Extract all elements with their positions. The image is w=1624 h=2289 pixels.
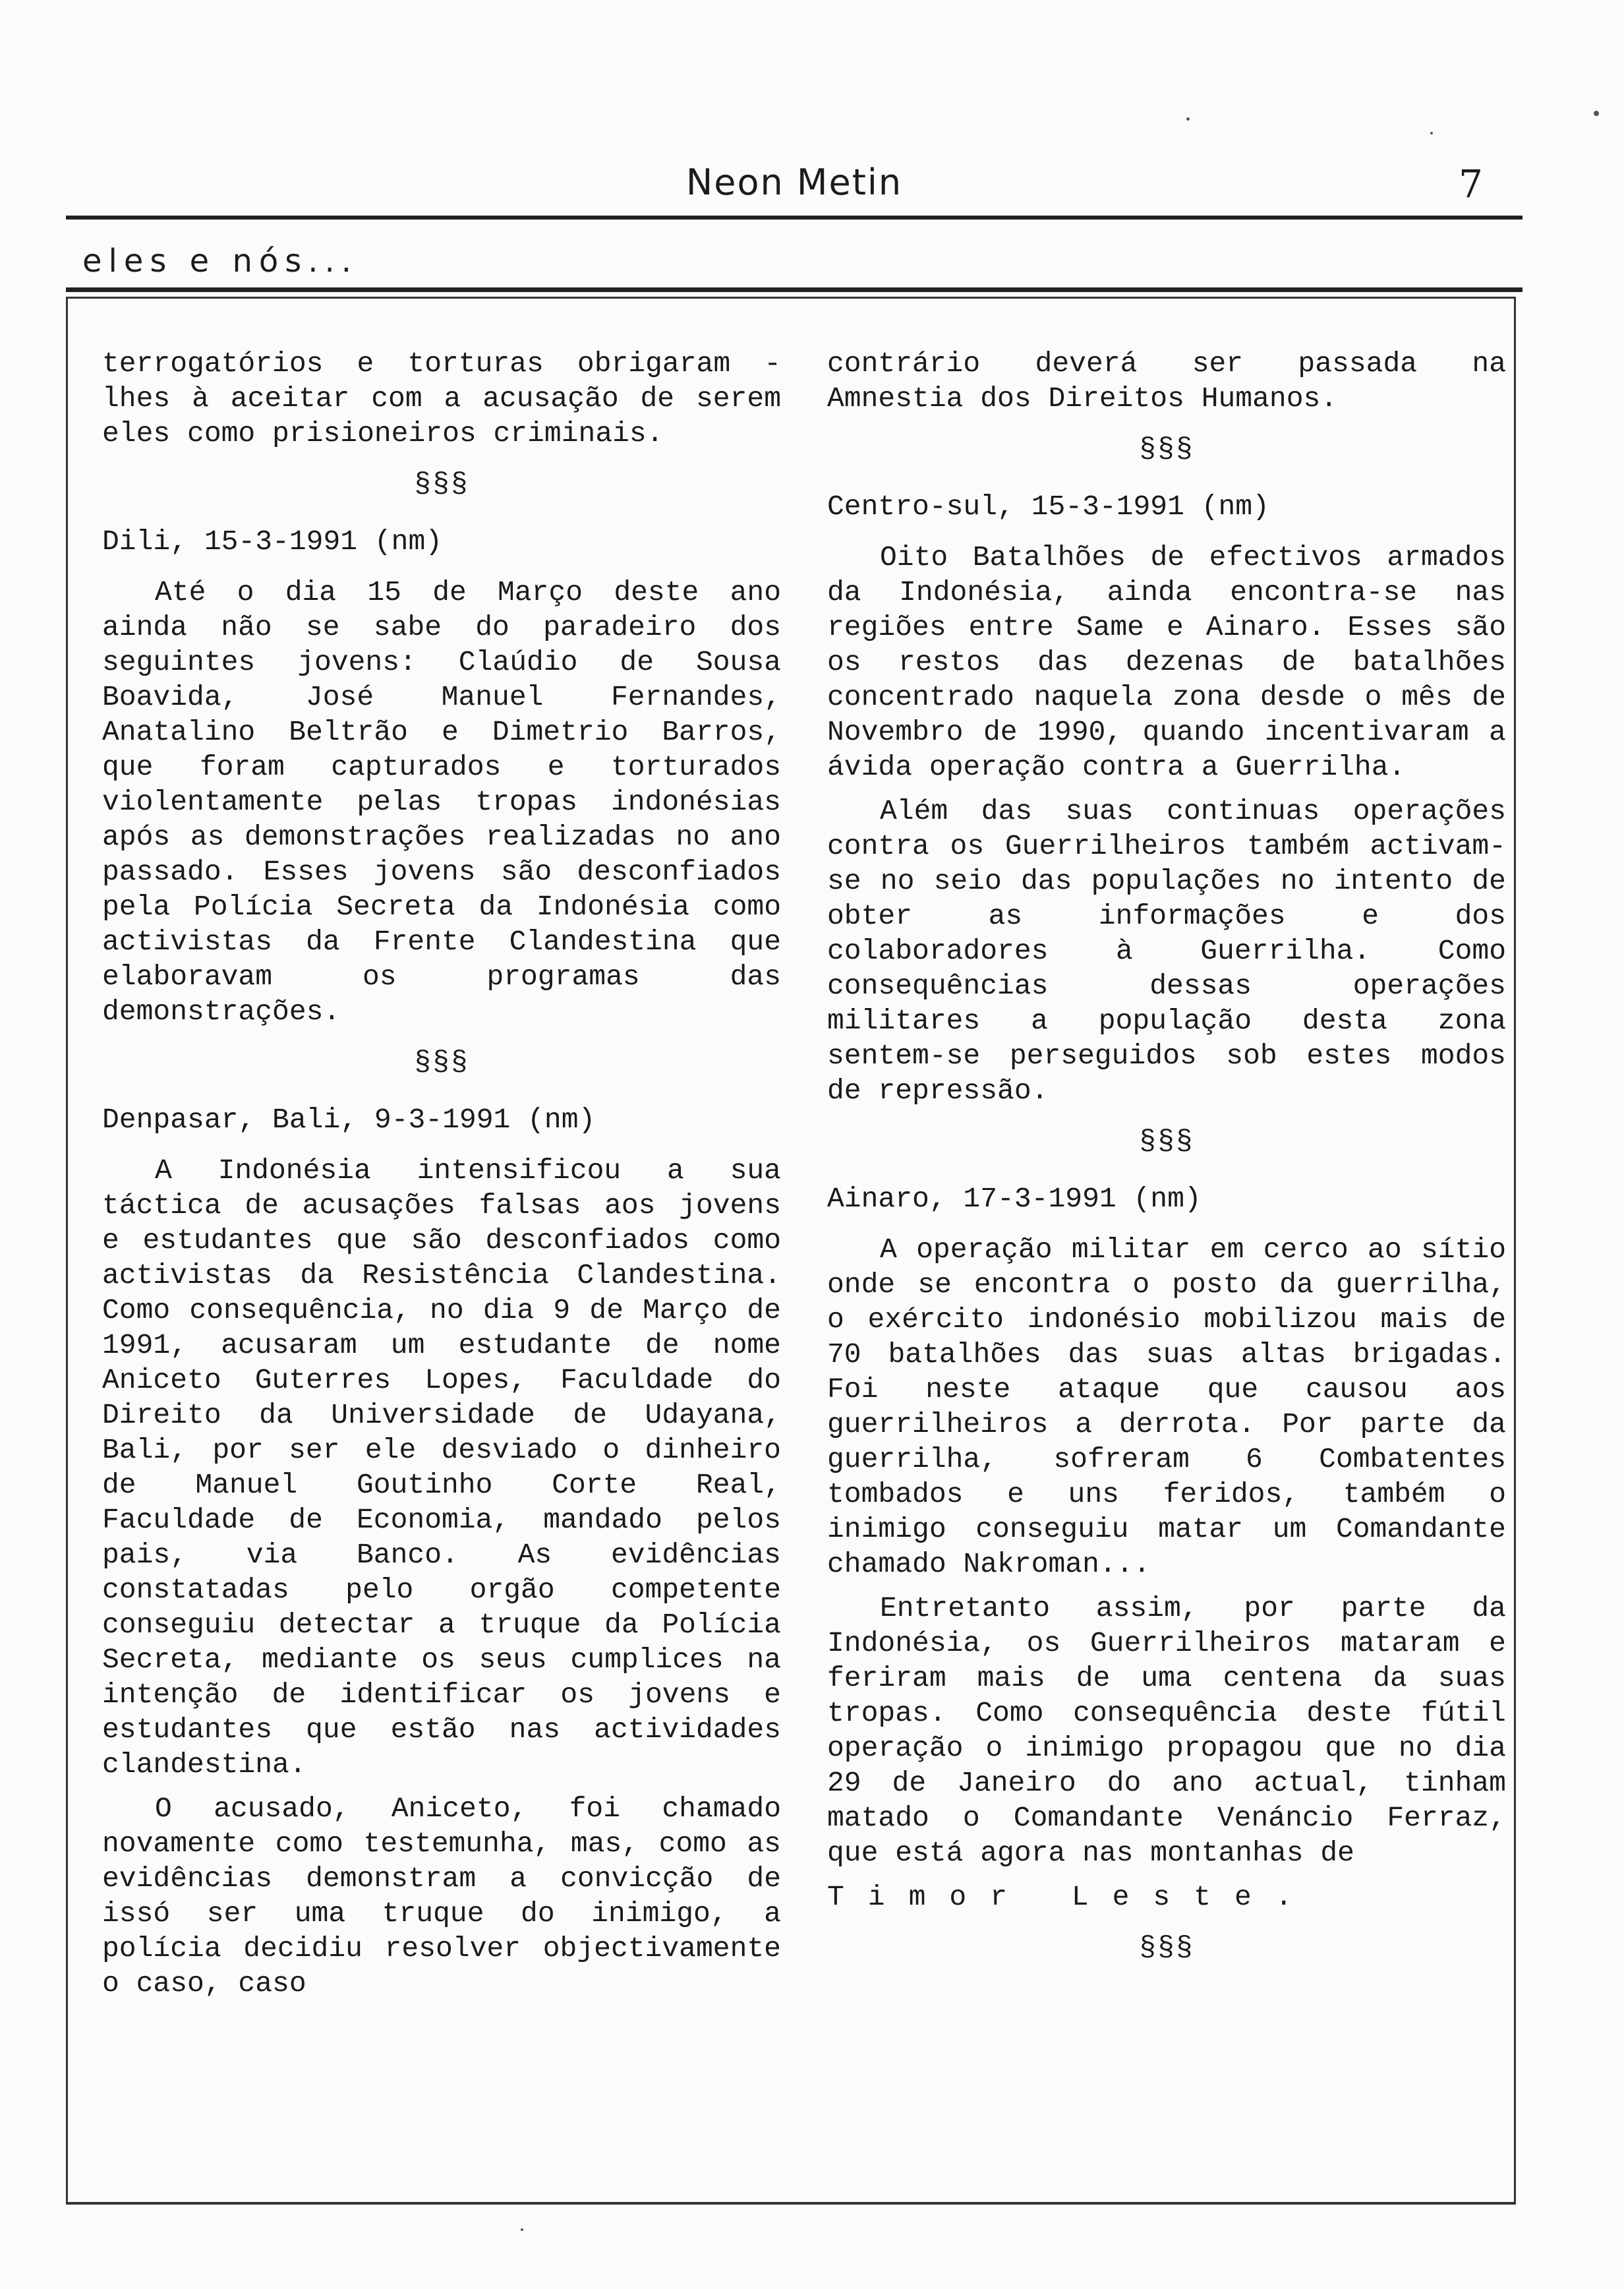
- article-paragraph: Oito Batalhões de efectivos armados da Indonésia, ainda encontra-se nas regiões entre Same e Ainaro. Esses são os restos das dezenas de batalhões concentrado naquela zona desde o mês de Novembro de 1990, quando incentivaram a ávida operação contra a Guerrilha.: [827, 541, 1506, 783]
- right-column: [827, 346, 1506, 1988]
- article-paragraph: Entretanto assim, por parte da Indonésia, os Guerrilheiros mataram e feriram mais de uma centena da suas tropas. Como consequência deste fútil operação o inimigo propagou que no dia 29 de Janeiro do ano actual, tinham matado o Comandante Venáncio Ferraz, que está agora nas montanhas de: [827, 1592, 1506, 1869]
- section-rule: [66, 287, 1522, 292]
- scan-speck: [1186, 117, 1190, 121]
- article-paragraph: Além das suas continuas operações contra os Guerrilheiros também activam-se no seio das populações no intento de obter as informações e dos colaboradores à Guerrilha. Como consequências dessas operações militares a população desta zona sentem-se perseguidos sob estes modos de repressão.: [827, 795, 1506, 1107]
- frame-bottom-rule: [66, 2202, 1516, 2205]
- article-paragraph: O acusado, Aniceto, foi chamado novamente como testemunha, mas, como as evidências demonstram a convicção de issó ser uma truque do inimigo, a polícia decidiu resolver objectivamente o caso, caso: [102, 1793, 781, 2000]
- dateline: Centro-sul, 15-3-1991 (nm): [827, 490, 1269, 523]
- newsletter-title: Neon Metin: [685, 162, 903, 203]
- article-paragraph: A Indonésia intensificou a sua táctica de acusações falsas aos jovens e estudantes que são desconfiados como activistas da Resistência Clandestina. Como consequência, no dia 9 de Março de 1991, acusaram um estudante de nome Aniceto Guterres Lopes, Faculdade do Direito da Universidade de Udayana, Bali, por ser ele desviado o dinheiro de Manuel Goutinho Corte Real, Faculdade de Economia, mandado pelos pais, via Banco. As evidências constatadas pelo orgão competente conseguiu detectar a truque da Polícia Secreta, mediante os seus cumplices na intenção de identificar os jovens e estudantes que estão nas actividades clandestina.: [102, 1154, 781, 1781]
- masthead: [66, 162, 1522, 221]
- left-column: [102, 346, 781, 2010]
- scan-speck: [1594, 111, 1599, 116]
- article-paragraph: A operação militar em cerco ao sítio onde se encontra o posto da guerrilha, o exército indonésio mobilizou mais de 70 batalhões das suas altas brigadas. Foi neste ataque que causou aos guerrilheiros a derrota. Por parte da guerrilha, sofreram 6 Combatentes tombados e uns feridos, também o inimigo conseguiu matar um Comandante chamado Nakroman...: [827, 1234, 1506, 1580]
- dateline: Denpasar, Bali, 9-3-1991 (nm): [102, 1104, 596, 1136]
- section-separator: §§§: [1139, 1932, 1194, 1964]
- section-separator: §§§: [414, 468, 469, 500]
- section-separator: §§§: [1139, 1125, 1194, 1158]
- scan-speck: [521, 2228, 523, 2231]
- closing-line: Timor Leste.: [827, 1881, 1316, 1913]
- dateline: Dili, 15-3-1991 (nm): [102, 525, 443, 558]
- article-paragraph: contrário deverá ser passada na Amnestia dos Direitos Humanos.: [827, 347, 1506, 415]
- article-paragraph: terrogatórios e torturas obrigaram -lhes à aceitar com a acusação de serem eles como prisioneiros criminais.: [102, 347, 781, 450]
- section-label: eles e nós...: [82, 243, 359, 280]
- scan-speck: [1430, 132, 1433, 134]
- page-number: 7: [1459, 162, 1483, 206]
- article-paragraph: Até o dia 15 de Março deste ano ainda não se sabe do paradeiro dos seguintes jovens: Claúdio de Sousa Boavida, José Manuel Fernandes, Anatalino Beltrão e Dimetrio Barros, que foram capturados e torturados violentamente pelas tropas indonésias após as demonstrações realizadas no ano passado. Esses jovens são desconfiados pela Polícia Secreta da Indonésia como activistas da Frente Clandestina que elaboravam os programas das demonstrações.: [102, 576, 781, 1028]
- dateline: Ainaro, 17-3-1991 (nm): [827, 1183, 1202, 1215]
- section-separator: §§§: [1139, 433, 1194, 465]
- section-separator: §§§: [414, 1046, 469, 1079]
- masthead-rule: [66, 216, 1522, 220]
